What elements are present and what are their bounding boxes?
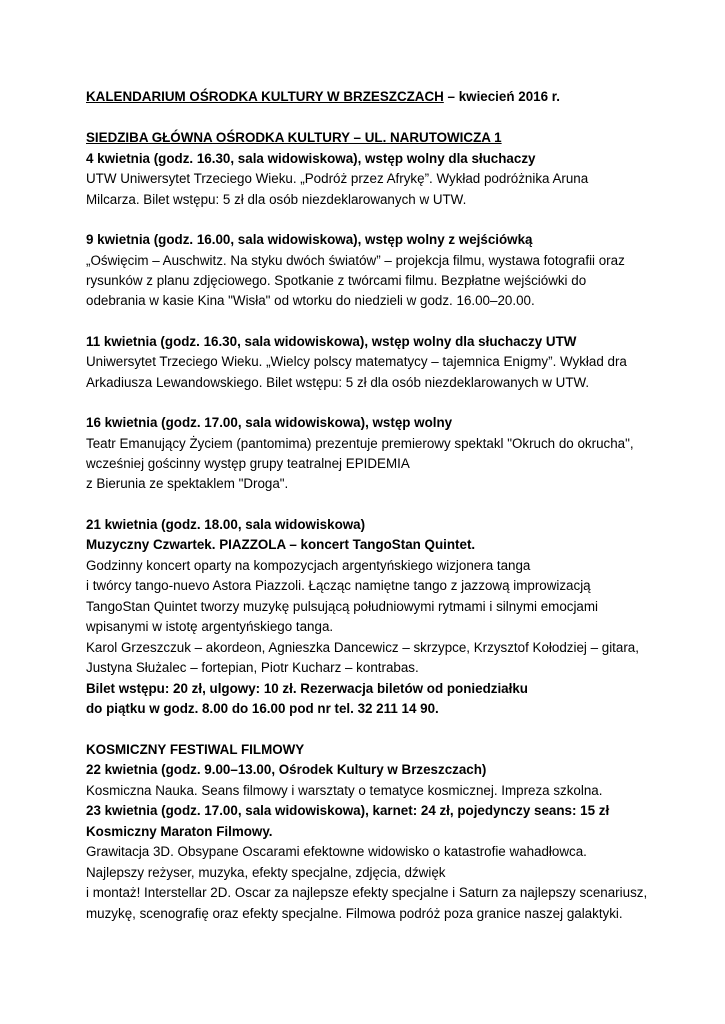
event-text-line: Karol Grzeszczuk – akordeon, Agnieszka Dancewicz – skrzypce, Krzysztof Kołodziej – gitara, <box>86 640 639 655</box>
event-title: 16 kwietnia (godz. 17.00, sala widowiskowa), wstęp wolny <box>86 415 453 430</box>
event-text-line: wpisanymi w istotę argentyńskiego tanga. <box>86 619 334 634</box>
festival-day1-text: Kosmiczna Nauka. Seans filmowy i warsztaty o tematyce kosmicznej. Impreza szkolna. <box>86 783 603 798</box>
event-title: 4 kwietnia (godz. 16.30, sala widowiskowa), wstęp wolny dla słuchaczy <box>86 151 536 166</box>
event-text-line: rysunków z planu zdjęciowego. Spotkanie z twórcami filmu. Bezpłatne wejściówki do <box>86 273 587 288</box>
section-heading-main: SIEDZIBA GŁÓWNA OŚRODKA KULTURY – UL. NARUTOWICZA 1 <box>86 130 502 145</box>
festival-day1-title: 22 kwietnia (godz. 9.00–13.00, Ośrodek Kultury w Brzeszczach) <box>86 762 487 777</box>
event-text-line: wcześniej gościnny występ grupy teatralnej EPIDEMIA <box>86 456 410 471</box>
event-text-line: Teatr Emanujący Życiem (pantomima) prezentuje premierowy spektakl "Okruch do okrucha", <box>86 436 634 451</box>
festival-day2-text-line: Grawitacja 3D. Obsypane Oscarami efektowne widowisko o katastrofie wahadłowca. <box>86 844 587 859</box>
event-text-line: odebrania w kasie Kina "Wisła" od wtorku do niedzieli w godz. 16.00–20.00. <box>86 293 535 308</box>
page-title-underlined: KALENDARIUM OŚRODKA KULTURY W BRZESZCZACH <box>86 89 444 104</box>
event-text-line: UTW Uniwersytet Trzeciego Wieku. „Podróż przez Afrykę”. Wykład podróżnika Aruna <box>86 171 589 186</box>
event-text-line: TangoStan Quintet tworzy muzykę pulsującą południowymi rytmami i silnymi emocjami <box>86 599 599 614</box>
festival-day2-text-line: Najlepszy reżyser, muzyka, efekty specjalne, zdjęcia, dźwięk <box>86 865 446 880</box>
event-text-line: z Bierunia ze spektaklem "Droga". <box>86 476 289 491</box>
event-text-line: Justyna Służalec – fortepian, Piotr Kucharz – kontrabas. <box>86 660 419 675</box>
page-title-date: – kwiecień 2016 r. <box>443 89 560 104</box>
event-text-line: Milcarza. Bilet wstępu: 5 zł dla osób niezdeklarowanych w UTW. <box>86 192 467 207</box>
event-title: 9 kwietnia (godz. 16.00, sala widowiskowa), wstęp wolny z wejściówką <box>86 232 533 247</box>
section-heading-festival: KOSMICZNY FESTIWAL FILMOWY <box>86 742 305 757</box>
event-title: 21 kwietnia (godz. 18.00, sala widowiskowa) <box>86 517 366 532</box>
event-text-line: Uniwersytet Trzeciego Wieku. „Wielcy polscy matematycy – tajemnica Enigmy”. Wykład dra <box>86 354 627 369</box>
event-text-line: Godzinny koncert oparty na kompozycjach argentyńskiego wizjonera tanga <box>86 558 531 573</box>
festival-day2-text-line: i montaż! Interstellar 2D. Oscar za najlepsze efekty specjalne i Saturn za najlepszy scenariusz, <box>86 885 648 900</box>
event-text-line: i twórcy tango-nuevo Astora Piazzoli. Łącząc namiętne tango z jazzową improwizacją <box>86 578 591 593</box>
event-text-line: Arkadiusza Lewandowskiego. Bilet wstępu: 5 zł dla osób niezdeklarowanych w UTW. <box>86 375 590 390</box>
event-text-line: „Oświęcim – Auschwitz. Na styku dwóch światów” – projekcja filmu, wystawa fotografii oraz <box>86 253 625 268</box>
festival-day2-title: 23 kwietnia (godz. 17.00, sala widowiskowa), karnet: 24 zł, pojedynczy seans: 15 zł <box>86 803 610 818</box>
festival-day2-text-line: muzykę, scenografię oraz efekty specjalne. Filmowa podróż poza granice naszej galaktyki. <box>86 906 623 921</box>
event-subtitle: Muzyczny Czwartek. PIAZZOLA – koncert TangoStan Quintet. <box>86 537 476 552</box>
event-title: 11 kwietnia (godz. 16.30, sala widowiskowa), wstęp wolny dla słuchaczy UTW <box>86 334 577 349</box>
page-title <box>86 89 560 105</box>
event-ticket-info: Bilet wstępu: 20 zł, ulgowy: 10 zł. Rezerwacja biletów od poniedziałku <box>86 681 528 696</box>
event-ticket-info: do piątku w godz. 8.00 do 16.00 pod nr tel. 32 211 14 90. <box>86 701 439 716</box>
festival-day2-subtitle: Kosmiczny Maraton Filmowy. <box>86 824 273 839</box>
